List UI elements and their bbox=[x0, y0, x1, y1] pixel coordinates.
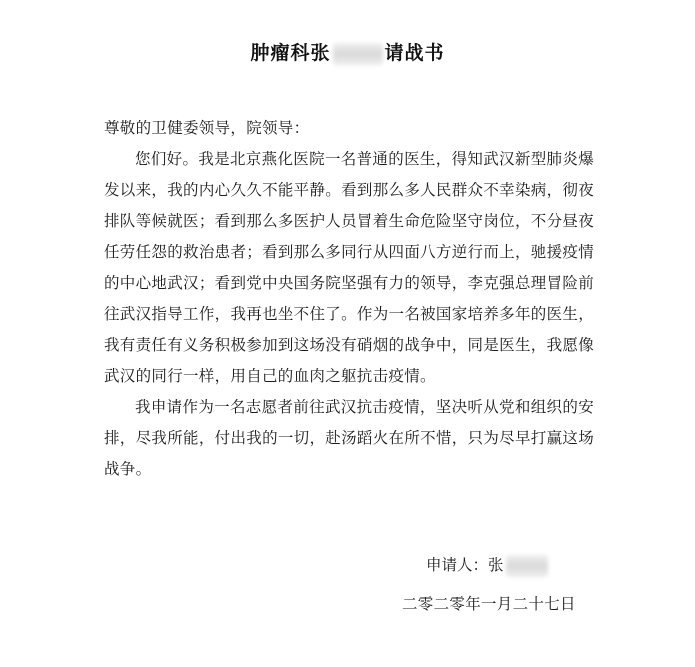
document-title bbox=[0, 38, 695, 65]
title-suffix: 请战书 bbox=[384, 42, 445, 64]
title-prefix: 肿瘤科张 bbox=[250, 42, 331, 64]
signature bbox=[426, 553, 550, 577]
salutation: 尊敬的卫健委领导，院领导： bbox=[104, 119, 310, 137]
letter-date: 二零二零年一月二十七日 bbox=[402, 595, 576, 613]
letter-body bbox=[104, 113, 594, 485]
signature-label: 申请人：张 bbox=[426, 556, 504, 574]
paragraph-1: 您们好。我是北京燕化医院一名普通的医生，得知武汉新型肺炎爆发以来，我的内心久久不能平静。看到那么多人民群众不幸染病，彻夜排队等候就医；看到那么多医护人员冒着生命危险坚守岗位，不分昼夜任劳任怨的救治患者；看到那么多同行从四面八方逆行而上，驰援疫情的中心地武汉；看到党中央国务院坚强有力的领导，李克强总理冒险前往武汉指导工作，我再也坐不住了。作为一名被国家培养多年的医生，我有责任有义务积极参加到这场没有硝烟的战争中，同是医生，我愿像武汉的同行一样，用自己的血肉之躯抗击疫情。 bbox=[104, 150, 594, 385]
redacted-signature-blur bbox=[506, 555, 548, 577]
redacted-name-blur bbox=[333, 43, 383, 65]
paragraph-2: 我申请作为一名志愿者前往武汉抗击疫情，坚决听从党和组织的安排，尽我所能，付出我的一切，赴汤蹈火在所不惜，只为尽早打赢这场战争。 bbox=[104, 398, 594, 478]
